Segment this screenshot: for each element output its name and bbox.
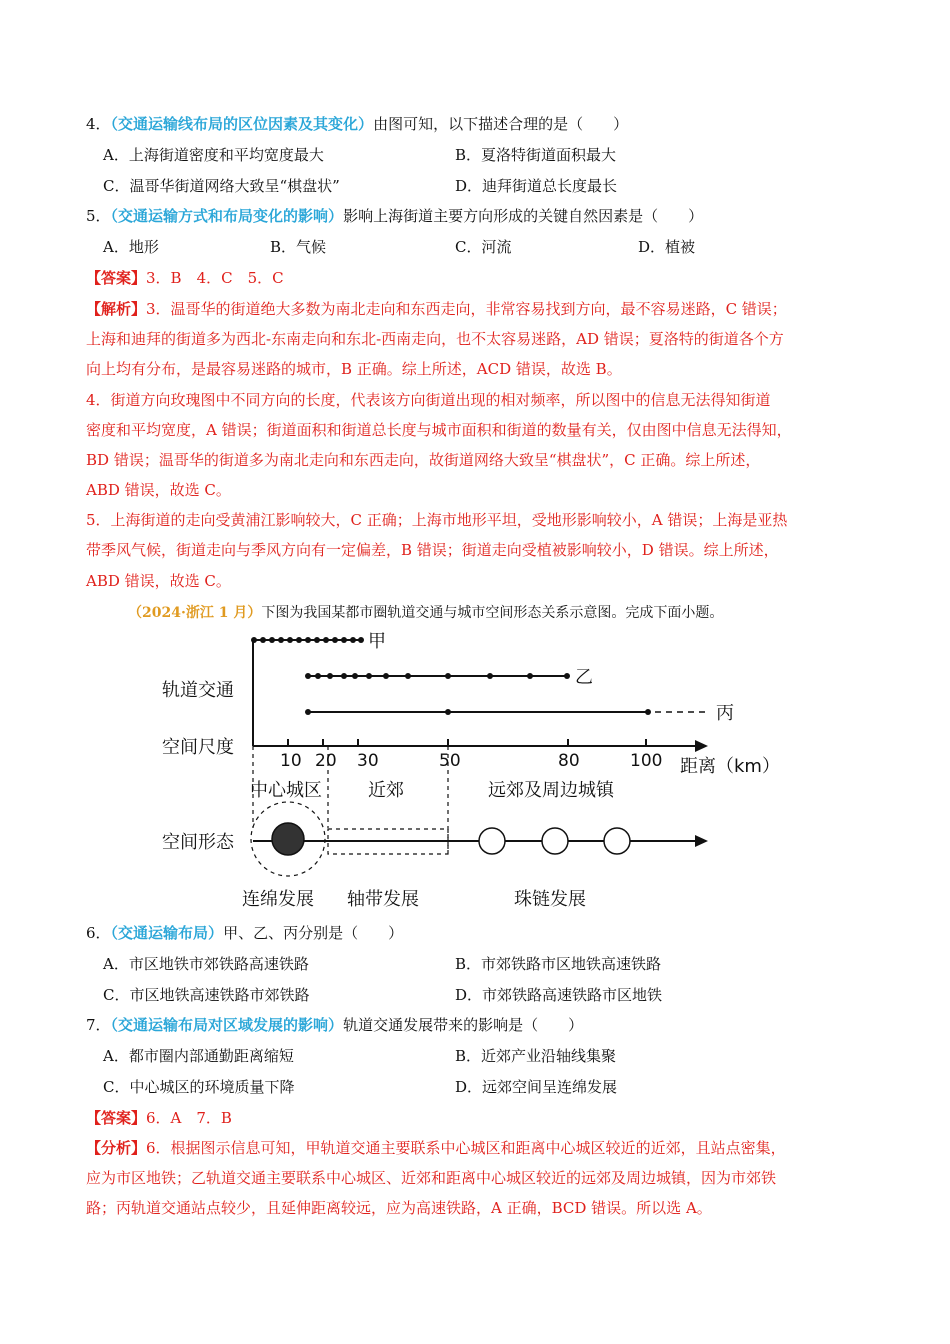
label-bing: 丙 (716, 703, 734, 724)
satellite-town-circle (479, 828, 505, 854)
q6-option-d[interactable]: D．市郊铁路高速铁路市区地铁 (455, 986, 663, 1004)
q5-option-c[interactable]: C．河流 (455, 238, 512, 256)
q5-topic-tag: （交通运输方式和布局变化的影响） (110, 207, 344, 225)
center-city-dot (272, 823, 304, 855)
axis-ticks (288, 739, 646, 746)
answer-text: 6．A 7．B (146, 1109, 232, 1127)
q7-number: 7． (86, 1016, 111, 1034)
zone-suburb-label: 近郊 (368, 780, 404, 801)
explanation-line (86, 298, 787, 320)
line-yi (305, 673, 570, 679)
explanation-line: ABD 错误，故选 C。 (86, 572, 231, 590)
q5-option-a[interactable]: A．地形 (103, 238, 159, 256)
tick-label: 20 (315, 751, 337, 771)
rail-spatial-form-diagram (150, 628, 790, 918)
q6-option-b[interactable]: B．市郊铁路市区地铁高速铁路 (455, 955, 662, 973)
q7-option-d[interactable]: D．远郊空间呈连绵发展 (455, 1078, 618, 1096)
tick-label: 30 (357, 751, 379, 771)
analysis-label: 【分析】 (86, 1139, 147, 1157)
mode-axis-label: 轴带发展 (347, 889, 419, 910)
analysis-line (86, 1137, 786, 1159)
answer-label: 【答案】 (86, 269, 147, 287)
q7-option-a[interactable]: A．都市圈内部通勤距离缩短 (103, 1047, 294, 1065)
q6-topic-tag: （交通运输布局） (110, 924, 224, 942)
row-label-scale: 空间尺度 (162, 737, 234, 758)
zone-center-label: 中心城区 (250, 780, 322, 801)
satellite-town-circle (604, 828, 630, 854)
explanation-label: 【解析】 (86, 300, 147, 318)
q7-text: 轨道交通发展带来的影响是（ ） (343, 1016, 584, 1034)
analysis-text: 6．根据图示信息可知，甲轨道交通主要联系中心城区和距离中心城区较近的近郊，且站点密集， (146, 1139, 786, 1157)
q4-text: 由图可知，以下描述合理的是（ ） (373, 115, 629, 133)
satellite-town-circle (542, 828, 568, 854)
answer-3-5 (86, 267, 284, 289)
q7-stem (86, 1014, 583, 1036)
label-jia: 甲 (368, 631, 386, 652)
q4-number: 4． (86, 115, 111, 133)
q6-option-c[interactable]: C．市区地铁高速铁路市郊铁路 (103, 986, 310, 1004)
explanation-line: 4．街道方向玫瑰图中不同方向的长度，代表该方向街道出现的相对频率，所以图中的信息无法得知街道 (86, 391, 771, 409)
q7-option-b[interactable]: B．近郊产业沿轴线集聚 (455, 1047, 617, 1065)
q4-option-b[interactable]: B．夏洛特街道面积最大 (455, 146, 617, 164)
q6-text: 甲、乙、丙分别是（ ） (223, 924, 404, 942)
explanation-line: 5．上海街道的走向受黄浦江影响较大，C 正确；上海市地形平坦，受地形影响较小，A 错误；上海是亚热 (86, 511, 788, 529)
analysis-line: 路；丙轨道交通站点较少，且延伸距离较远，应为高速铁路，A 正确，BCD 错误。所以选 A。 (86, 1199, 712, 1217)
q6-option-a[interactable]: A．市区地铁市郊铁路高速铁路 (103, 955, 309, 973)
tick-label: 100 (630, 751, 663, 771)
analysis-line: 应为市区地铁；乙轨道交通主要联系中心城区、近郊和距离中心城区较近的远郊及周边城镇，因为市郊铁 (86, 1169, 777, 1187)
q4-option-c[interactable]: C．温哥华街道网络大致呈“棋盘状” (103, 177, 340, 195)
explanation-line: 向上均有分布，是最容易迷路的城市，B 正确。综上所述，ACD 错误，故选 B。 (86, 360, 622, 378)
q7-topic-tag: （交通运输布局对区域发展的影响） (110, 1016, 344, 1034)
answer-text: 3．B 4．C 5．C (146, 269, 284, 287)
q4-topic-tag: （交通运输线布局的区位因素及其变化） (110, 115, 374, 133)
q5-number: 5． (86, 207, 111, 225)
explanation-line: BD 错误；温哥华的街道多为南北走向和东西走向，故街道网络大致呈“棋盘状”，C 正确。综上所述， (86, 451, 761, 469)
tick-label: 80 (558, 751, 580, 771)
form-axis-arrow (695, 835, 708, 847)
q4-option-d[interactable]: D．迪拜街道总长度最长 (455, 177, 618, 195)
row-label-form: 空间形态 (162, 832, 234, 853)
mode-chain-label: 珠链发展 (514, 889, 586, 910)
explanation-line: 带季风气候，街道走向与季风方向有一定偏差，B 错误；街道走向受植被影响较小，D 错误。综上所述， (86, 541, 779, 559)
intro-text: 下图为我国某都市圈轨道交通与城市空间形态关系示意图。完成下面小题。 (261, 605, 724, 621)
q7-option-c[interactable]: C．中心城区的环境质量下降 (103, 1078, 295, 1096)
zone-outer-label: 远郊及周边城镇 (488, 780, 614, 801)
axis-title: 距离（km） (680, 756, 780, 777)
exam-source: （2024·浙江 1 月） (128, 605, 262, 621)
answer-6-7 (86, 1107, 232, 1129)
label-yi: 乙 (575, 667, 593, 688)
q5-stem (86, 205, 703, 227)
tick-label: 10 (280, 751, 302, 771)
q5-text: 影响上海街道主要方向形成的关键自然因素是（ ） (343, 207, 704, 225)
explanation-line: ABD 错误，故选 C。 (86, 481, 231, 499)
q4-stem (86, 113, 628, 135)
row-label-rail: 轨道交通 (162, 680, 234, 701)
distance-axis-arrow (695, 740, 708, 752)
explanation-line: 密度和平均宽度，A 错误；街道面积和街道总长度与城市面积和街道的数量有关，仅由图中信息无法得知， (86, 421, 792, 439)
figure-intro (128, 602, 723, 624)
mode-continuous-label: 连绵发展 (242, 889, 314, 910)
q6-number: 6． (86, 924, 111, 942)
q5-option-d[interactable]: D．植被 (638, 238, 696, 256)
explanation-line: 上海和迪拜的街道多为西北-东南走向和东北-西南走向，也不太容易迷路，AD 错误；夏洛特的街道各个方 (86, 330, 784, 348)
q6-stem (86, 922, 403, 944)
line-jia (251, 637, 364, 643)
q4-option-a[interactable]: A．上海街道密度和平均宽度最大 (103, 146, 324, 164)
line-bing (305, 709, 708, 715)
q5-option-b[interactable]: B．气候 (270, 238, 327, 256)
explanation-text: 3．温哥华的街道绝大多数为南北走向和东西走向，非常容易找到方向，最不容易迷路，C 错误； (146, 300, 787, 318)
answer-label: 【答案】 (86, 1109, 147, 1127)
tick-label: 50 (439, 751, 461, 771)
